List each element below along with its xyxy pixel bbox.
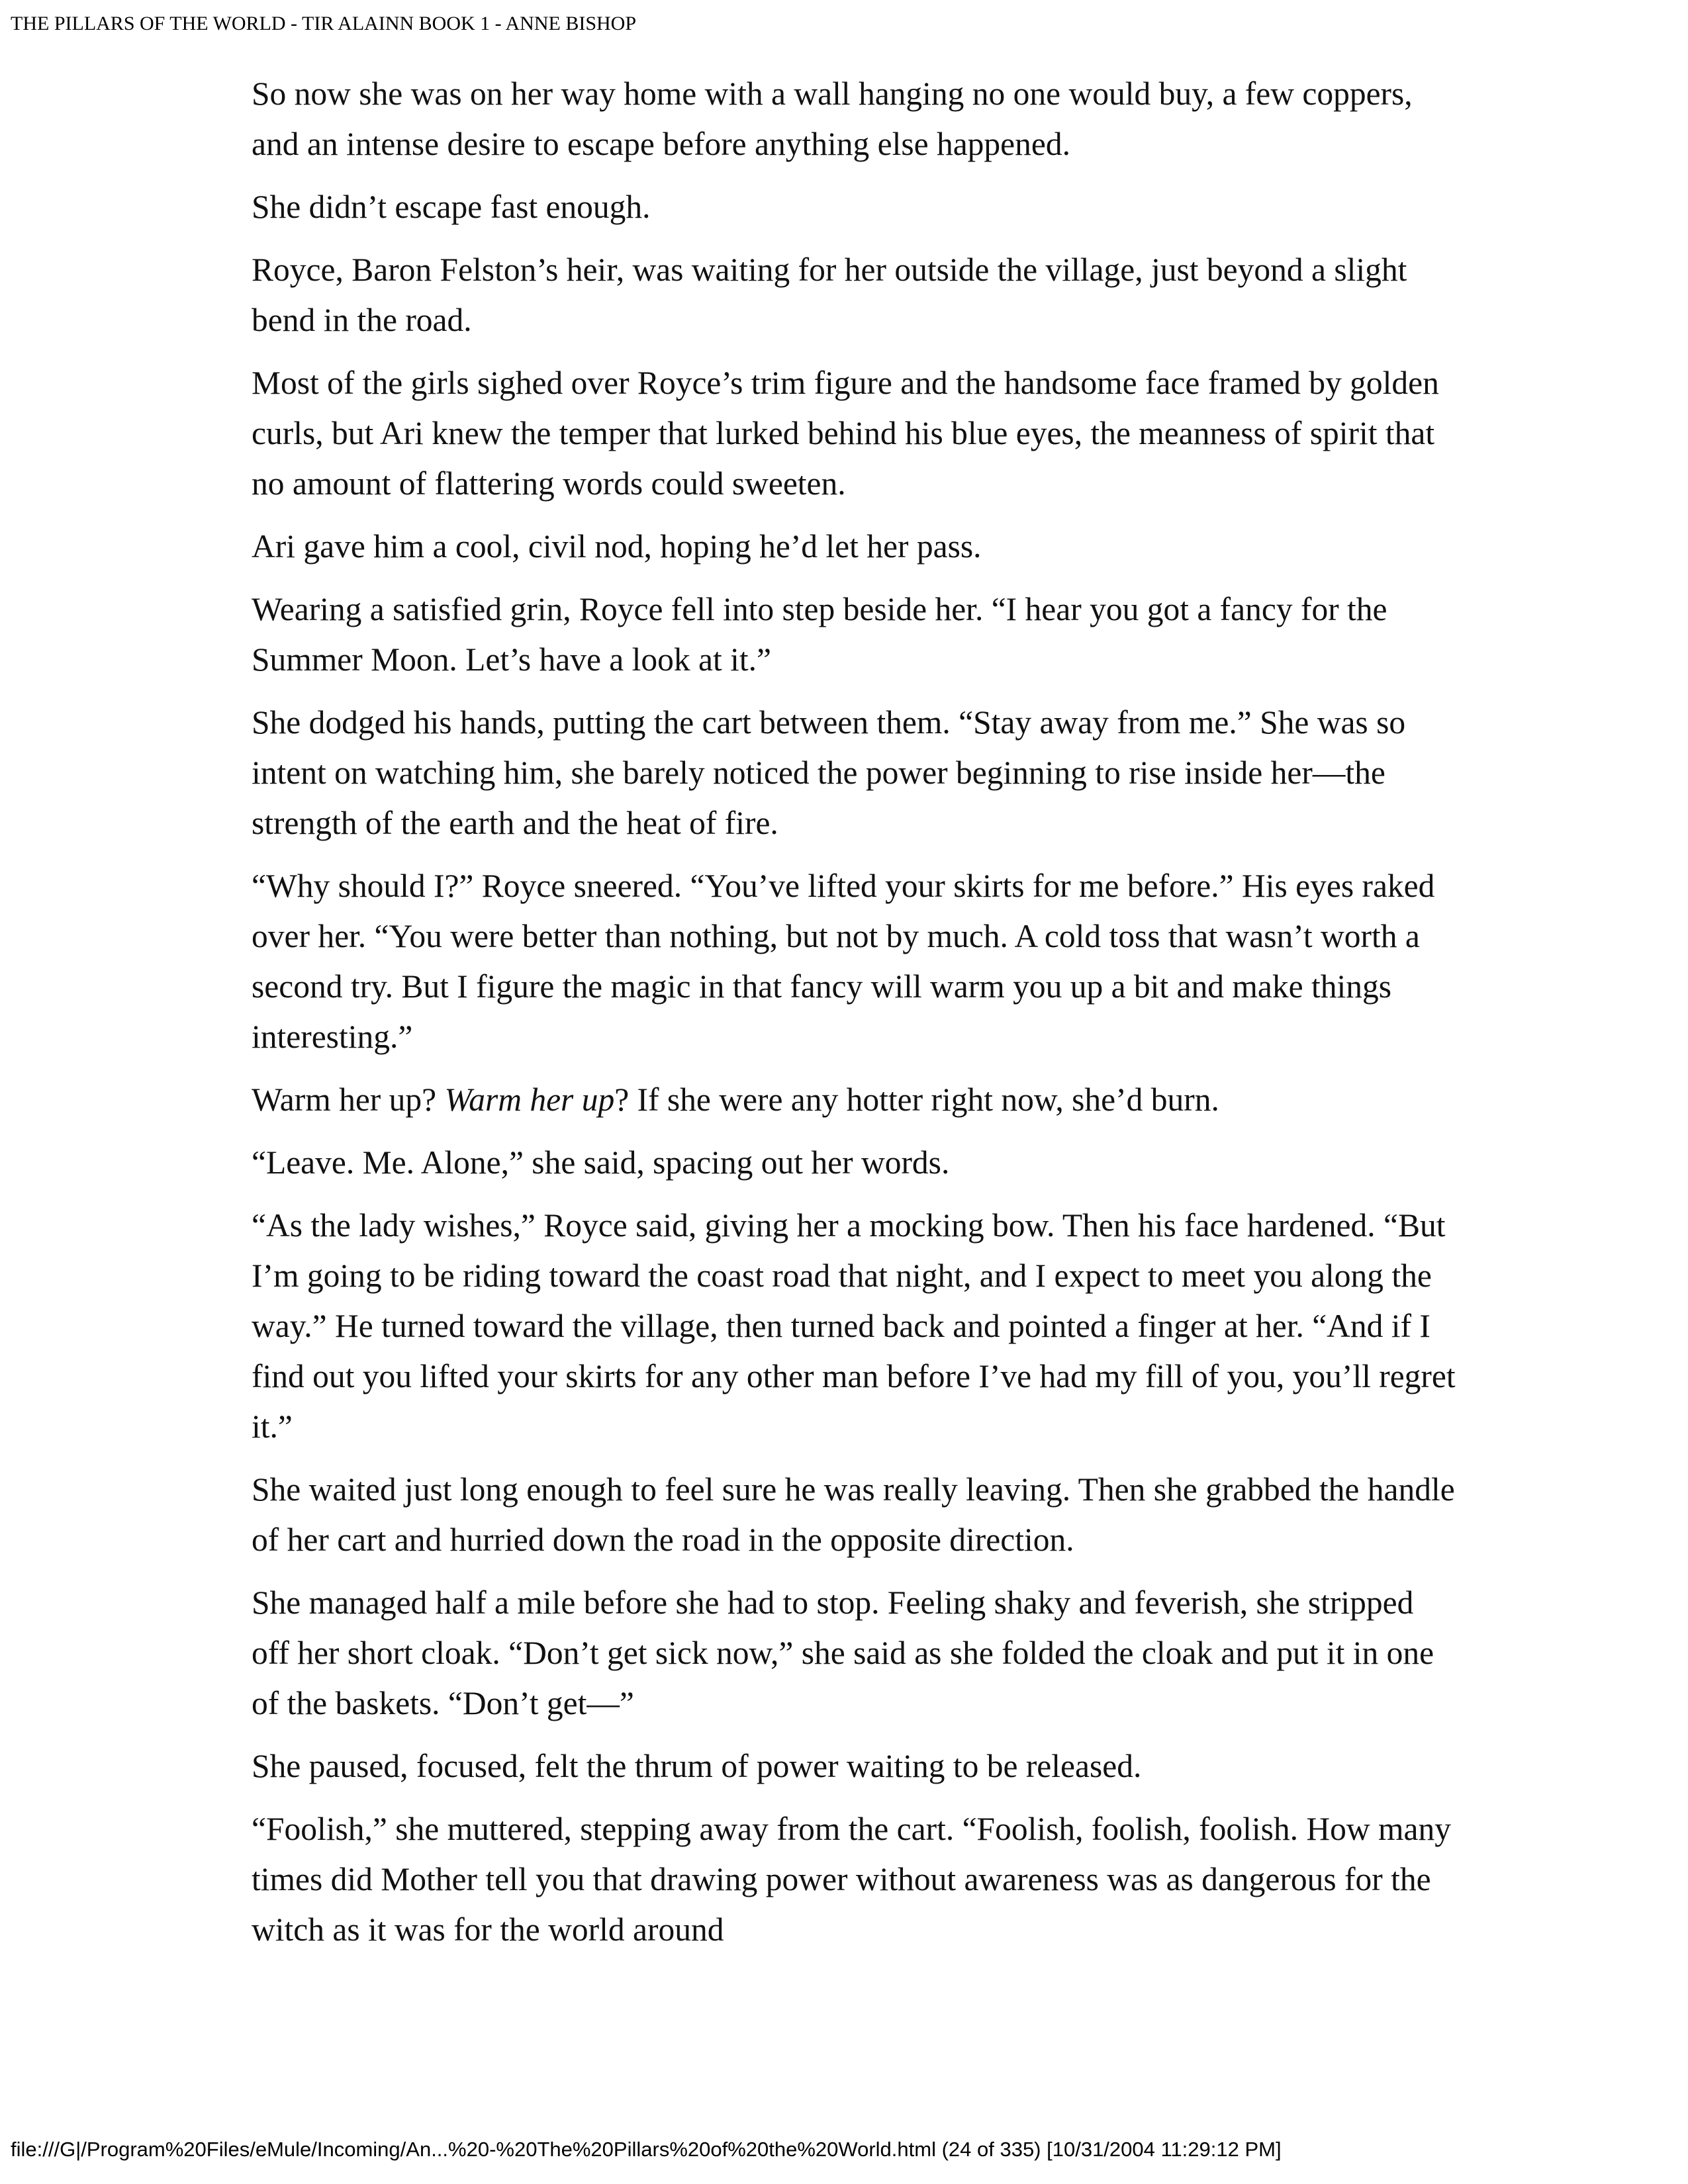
paragraph: Royce, Baron Felston’s heir, was waiting for her outside the village, just beyond a slight bend in the road. [252,251,1407,338]
paragraph: Most of the girls sighed over Royce’s trim figure and the handsome face framed by golden curls, but Ari knew the temper that lurked behind his blue eyes, the meanness of spirit that no amount of flattering words could sweeten. [252,365,1439,502]
body-text [252,69,1456,1968]
text-span: Warm her up? [252,1081,445,1118]
paragraph: Ari gave him a cool, civil nod, hoping he’d let her pass. [252,528,982,565]
paragraph: So now she was on her way home with a wall hanging no one would buy, a few coppers, and an intense desire to escape before anything else happened. [252,75,1413,162]
page-footer-url: file:///G|/Program%20Files/eMule/Incoming/An...%20-%20The%20Pillars%20of%20the%20World.html (24 of 335) [10/31/2004 11:29:12 PM] [11,2138,1282,2161]
paragraph: “As the lady wishes,” Royce said, giving her a mocking bow. Then his face hardened. “But I’m going to be riding toward the coast road that night, and I expect to meet you along the way.” He turned toward the village, then turned back and pointed a finger at her. “And if I find out you lifted your skirts for any other man before I’ve had my fill of you, you’ll regret it.” [252,1207,1456,1445]
paragraph: She waited just long enough to feel sure he was really leaving. Then she grabbed the handle of her cart and hurried down the road in the opposite direction. [252,1471,1455,1558]
paragraph: Wearing a satisfied grin, Royce fell into step beside her. “I hear you got a fancy for the Summer Moon. Let’s have a look at it.” [252,591,1387,678]
paragraph: She paused, focused, felt the thrum of power waiting to be released. [252,1748,1142,1784]
paragraph: “Leave. Me. Alone,” she said, spacing out her words. [252,1144,950,1181]
paragraph: She dodged his hands, putting the cart between them. “Stay away from me.” She was so intent on watching him, she barely noticed the power beginning to rise inside her—the strength of the earth and the heat of fire. [252,704,1406,841]
italic-text: Warm her up [444,1081,615,1118]
paragraph-with-italics [252,1075,1456,1125]
text-span: ? If she were any hotter right now, she’d burn. [614,1081,1219,1118]
page-header: THE PILLARS OF THE WORLD - TIR ALAINN BOOK 1 - ANNE BISHOP [11,13,637,34]
paragraph: She managed half a mile before she had to stop. Feeling shaky and feverish, she stripped off her short cloak. “Don’t get sick now,” she said as she folded the cloak and put it in one of the baskets. “Don’t get—” [252,1584,1434,1721]
paragraph: “Foolish,” she muttered, stepping away from the cart. “Foolish, foolish, foolish. How many times did Mother tell you that drawing power without awareness was as dangerous for the witch as it was for the world around [252,1811,1451,1948]
paragraph: She didn’t escape fast enough. [252,189,651,225]
paragraph: “Why should I?” Royce sneered. “You’ve lifted your skirts for me before.” His eyes raked over her. “You were better than nothing, but not by much. A cold toss that wasn’t worth a second try. But I figure the magic in that fancy will warm you up a bit and make things interesting.” [252,868,1435,1055]
